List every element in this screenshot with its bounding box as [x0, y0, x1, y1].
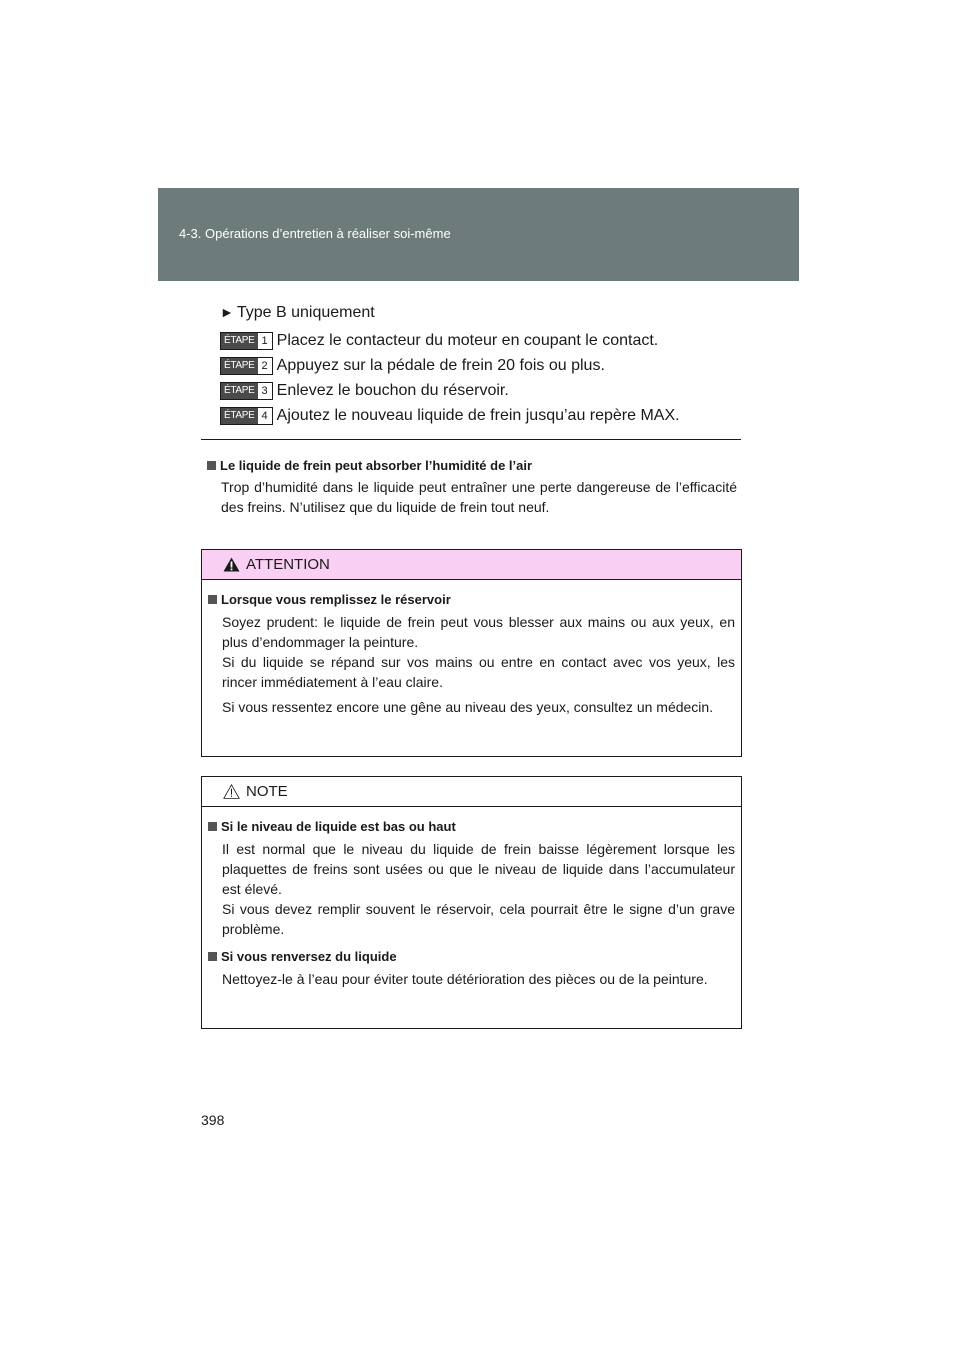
square-bullet-icon [208, 952, 217, 961]
note-box [201, 776, 742, 1029]
divider [201, 439, 741, 440]
step-badge: ÉTAPE 4 [220, 407, 273, 425]
section-title: 4-3. Opérations d’entretien à réaliser soi-même [179, 226, 451, 241]
step-text: Placez le contacteur du moteur en coupant le contact. [276, 331, 659, 349]
note-heading: Si vous renversez du liquide [208, 949, 735, 964]
info-block [207, 458, 737, 517]
type-line-text: Type B uniquement [236, 304, 375, 321]
step-text: Enlevez le bouchon du réservoir. [276, 381, 509, 399]
note-paragraph: Il est normal que le niveau du liquide de frein baisse légèrement lorsque les plaquettes de freins sont usées ou que le niveau de liquide dans l’accumulateur est élevé. [222, 841, 735, 897]
note-body [202, 807, 741, 1005]
step-text: Appuyez sur la pédale de frein 20 fois ou plus. [276, 356, 605, 374]
step-badge: ÉTAPE 1 [220, 332, 273, 350]
type-line [220, 304, 375, 322]
step-list [220, 328, 760, 428]
attention-heading: Lorsque vous remplissez le réservoir [208, 592, 735, 607]
square-bullet-icon [207, 461, 216, 470]
attention-body [202, 580, 741, 733]
step-1 [220, 328, 760, 353]
step-text: Ajoutez le nouveau liquide de frein jusqu’au repère MAX. [276, 406, 680, 424]
attention-title: ATTENTION [246, 556, 330, 573]
info-body: Trop d’humidité dans le liquide peut entraîner une perte dangereuse de l’efficacité des freins. N’utilisez que du liquide de frein tout neuf. [221, 479, 737, 515]
square-bullet-icon [208, 595, 217, 604]
attention-paragraph: Soyez prudent: le liquide de frein peut vous blesser aux mains ou aux yeux, en plus d’endommager la peinture. [222, 614, 735, 650]
step-2 [220, 353, 760, 378]
page-number: 398 [201, 1112, 225, 1128]
note-title: NOTE [246, 783, 288, 800]
square-bullet-icon [208, 822, 217, 831]
note-paragraph: Si vous devez remplir souvent le réservoir, cela pourrait être le signe d’un grave problème. [222, 901, 735, 937]
attention-box [201, 549, 742, 757]
note-paragraph: Nettoyez-le à l’eau pour éviter toute détérioration des pièces ou de la peinture. [222, 971, 708, 987]
attention-paragraph: Si du liquide se répand sur vos mains ou entre en contact avec vos yeux, les rincer immédiatement à l’eau claire. [222, 654, 735, 690]
warning-icon [223, 557, 240, 572]
note-header [202, 777, 741, 807]
step-3 [220, 378, 760, 403]
step-badge: ÉTAPE 3 [220, 382, 273, 400]
note-heading: Si le niveau de liquide est bas ou haut [208, 819, 735, 834]
info-heading: Le liquide de frein peut absorber l’humidité de l’air [207, 458, 737, 473]
attention-header [202, 550, 741, 580]
caution-outline-icon [223, 784, 240, 799]
step-badge: ÉTAPE 2 [220, 357, 273, 375]
triangle-right-icon: ► [220, 304, 234, 320]
attention-paragraph: Si vous ressentez encore une gêne au niveau des yeux, consultez un médecin. [222, 699, 714, 715]
section-header-band [158, 188, 799, 281]
step-4 [220, 403, 760, 428]
